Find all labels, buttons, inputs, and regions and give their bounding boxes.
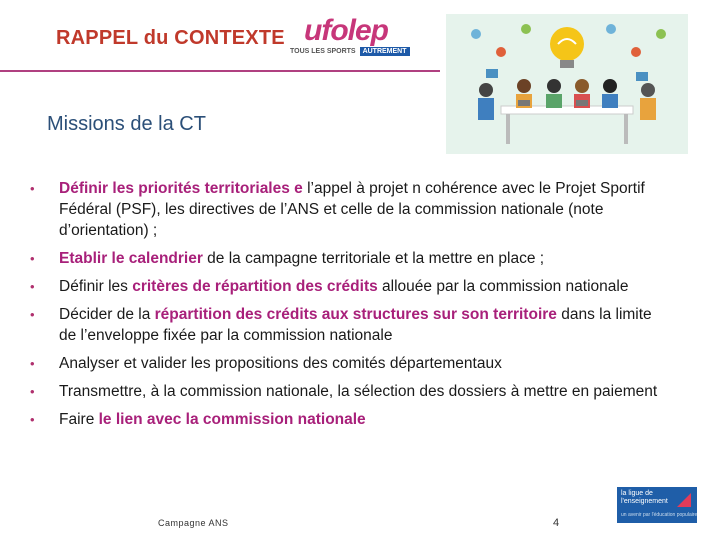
ligue-enseignement-logo: [617, 487, 697, 523]
mission-text: dans la limite de l’enveloppe fixée par la commission nationale: [59, 306, 652, 344]
header-divider: [0, 70, 440, 72]
bullet-icon: •: [30, 251, 35, 266]
logo-tagline-badge: AUTREMENT: [360, 47, 410, 56]
mission-item: [30, 276, 670, 297]
mission-text: l’appel à projet n cohérence avec le Projet Sportif Fédéral (PSF), les directives de l’ANS et celle de la commission nationale (note d’orientation) ;: [59, 180, 645, 239]
bullet-icon: •: [30, 356, 35, 371]
partner-logo-name: [621, 490, 668, 506]
bullet-icon: •: [30, 279, 35, 294]
mission-item: [30, 304, 670, 346]
mission-text: Analyser et valider les propositions des comités départementaux: [59, 355, 502, 372]
logo-tagline: [290, 48, 410, 55]
mission-highlight-text: le lien avec la commission nationale: [98, 411, 366, 428]
footer-campaign-label: Campagne ANS: [158, 518, 229, 528]
partner-logo-line2: l'enseignement: [621, 498, 668, 505]
page-number: 4: [553, 517, 560, 529]
mission-highlight-text: Etablir le calendrier: [59, 250, 203, 267]
header-title: RAPPEL du CONTEXTE: [56, 27, 285, 49]
mission-text: Décider de la: [59, 306, 155, 323]
ufolep-logo: [290, 14, 435, 60]
mission-highlight-text: répartition des crédits aux structures sur son territoire: [154, 306, 557, 323]
bullet-icon: •: [30, 384, 35, 399]
logo-tagline-text: TOUS LES SPORTS: [290, 48, 356, 55]
mission-item: [30, 381, 670, 402]
meeting-illustration-svg: [446, 14, 688, 154]
mission-item: [30, 178, 670, 241]
bullet-icon: •: [30, 412, 35, 427]
mission-text: Définir les: [59, 278, 133, 295]
missions-list: [30, 178, 670, 437]
mission-text: Transmettre, à la commission nationale, la sélection des dossiers à mettre en paiement: [59, 383, 658, 400]
logo-wordmark: ufolep: [304, 14, 388, 47]
mission-text: de la campagne territoriale et la mettre en place ;: [202, 250, 545, 267]
triangle-icon: [675, 491, 693, 509]
mission-item: [30, 248, 670, 269]
bullet-icon: •: [30, 181, 35, 196]
partner-logo-line1: la ligue de: [621, 490, 653, 497]
bullet-icon: •: [30, 307, 35, 322]
partner-logo-tagline: un avenir par l'éducation populaire: [621, 512, 698, 518]
mission-highlight-text: Définir les priorités territoriales e: [59, 180, 303, 197]
mission-highlight-text: critères de répartition des crédits: [132, 278, 378, 295]
meeting-illustration: [446, 14, 688, 154]
mission-item: [30, 353, 670, 374]
slide-subtitle: Missions de la CT: [47, 113, 206, 135]
mission-item: [30, 409, 670, 430]
mission-text: allouée par la commission nationale: [377, 278, 629, 295]
mission-text: Faire: [59, 411, 99, 428]
